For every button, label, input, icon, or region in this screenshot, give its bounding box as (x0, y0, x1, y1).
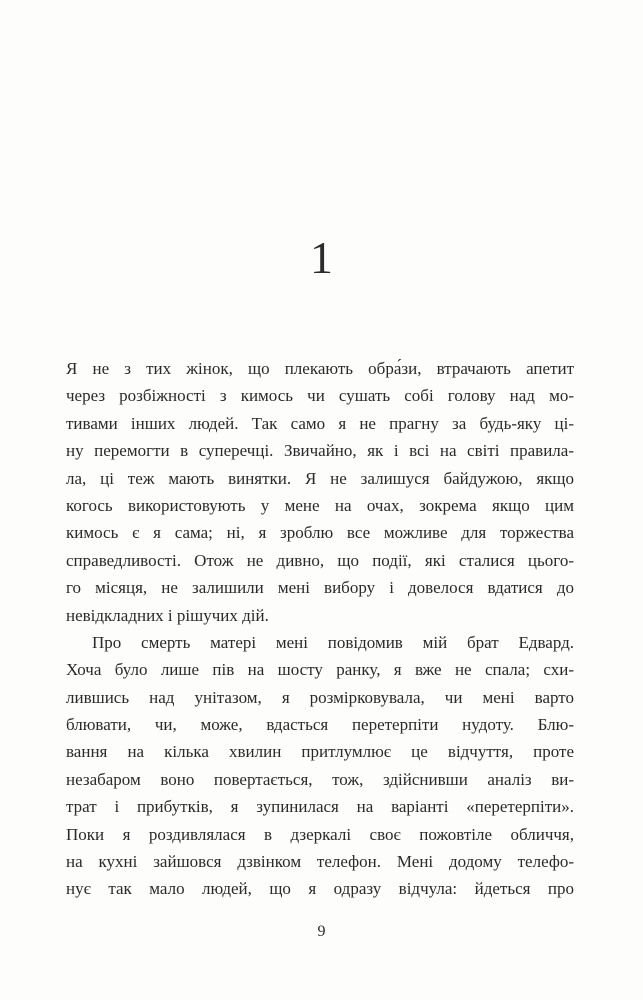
paragraph-1-line-6: когось використовують у мене на очах, зокрема якщо цим (66, 495, 574, 515)
paragraph-2-line-3: лившись над унітазом, я розмірковувала, чи мені варто (66, 687, 574, 707)
paragraph-2-line-2: Хоча було лише пів на шосту ранку, я вже не спала; схи- (66, 660, 574, 680)
paragraph-1-line-7: кимось є я сама; ні, я зроблю все можливе для торжества (66, 523, 574, 543)
paragraph-2-line-10: нує так мало людей, що я одразу відчула: йдеться про (66, 879, 574, 899)
paragraph-2-line-8: Поки я роздивлялася в дзеркалі своє пожовтіле обличчя, (66, 824, 574, 844)
paragraph-1-line-2: через розбіжності з кимось чи сушать собі голову над мо- (66, 386, 574, 406)
paragraph-1-line-10: невідкладних і рішучих дій. (66, 605, 269, 625)
paragraph-2-line-5: вання на кілька хвилин притлумлює це відчуття, проте (66, 742, 574, 762)
paragraph-2-line-6: незабаром воно повертається, тож, здійснивши аналіз ви- (66, 769, 574, 789)
paragraph-1-line-5: ла, ці теж мають винятки. Я не залишуся байдужою, якщо (66, 468, 574, 488)
paragraph-1-line-9: го місяця, не залишили мені вибору і довелося вдатися до (66, 578, 574, 598)
paragraph-2-line-4: блювати, чи, може, вдасться перетерпіти нудоту. Блю- (66, 715, 574, 735)
chapter-number: 1 (310, 232, 333, 283)
paragraph-2-line-7: трат і прибутків, я зупинилася на варіанті «перетерпіти». (66, 797, 574, 817)
paragraph-1-line-1: Я не з тих жінок, що плекають обра́зи, втрачають апетит (66, 359, 574, 378)
paragraph-1-line-3: тивами інших людей. Так само я не прагну за будь-яку ці- (66, 413, 574, 433)
paragraph-1-line-4: ну перемогти в суперечці. Звичайно, як і всі на світі правила- (66, 441, 574, 461)
paragraph-2-line-1: Про смерть матері мені повідомив мій брат Едвард. (92, 632, 574, 652)
page-number: 9 (317, 923, 326, 940)
paragraph-2-line-9: на кухні зайшовся дзвінком телефон. Мені додому телефо- (66, 852, 574, 872)
body-text (66, 355, 574, 903)
paragraph-1-line-8: справедливості. Отож не дивно, що події, які сталися цього- (66, 550, 574, 570)
